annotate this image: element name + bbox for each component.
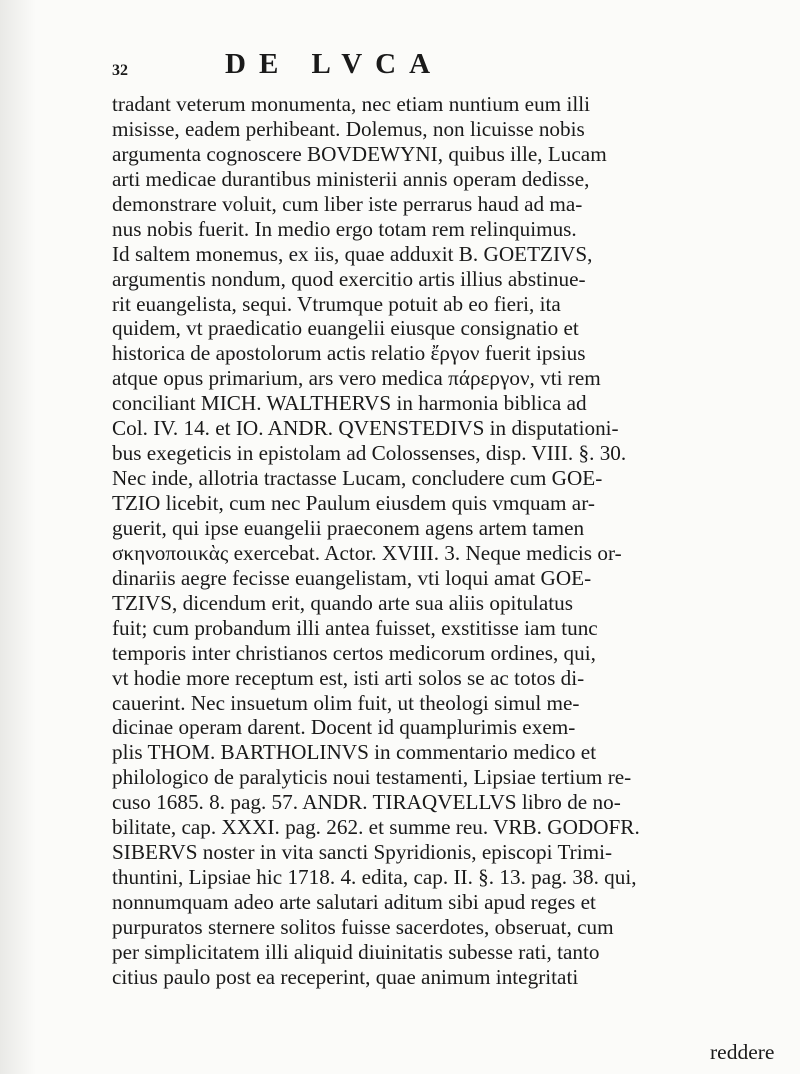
page-fold-shadow — [0, 0, 36, 1074]
text-line: tradant veterum monumenta, nec etiam nuntium eum illi — [112, 92, 591, 116]
text-line: temporis inter christianos certos medicorum ordines, qui, — [112, 640, 596, 665]
text-line: per simplicitatem illi aliquid diuinitatis subesse rati, tanto — [112, 939, 600, 964]
text-line: philologico de paralyticis noui testamenti, Lipsiae tertium re- — [112, 765, 632, 790]
text-line: Col. IV. 14. et IO. ANDR. QVENSTEDIVS in disputationi- — [112, 416, 619, 441]
text-line: plis THOM. BARTHOLINVS in commentario medico et — [112, 740, 597, 765]
running-head: DE LVCA — [225, 48, 444, 80]
text-line: bus exegeticis in epistolam ad Colossenses, disp. VIII. §. 30. — [112, 441, 627, 466]
text-line: TZIVS, dicendum erit, quando arte sua aliis opitulatus — [112, 590, 573, 615]
text-line: TZIO licebit, cum nec Paulum eiusdem quis vmquam ar- — [112, 491, 595, 515]
text-line: bilitate, cap. XXXI. pag. 262. et summe reu. VRB. GODOFR. — [112, 815, 640, 840]
text-line: citius paulo post ea receperint, quae animum integritati — [112, 964, 579, 989]
text-line: purpuratos sternere solitos fuisse sacerdotes, obseruat, cum — [112, 914, 614, 939]
body-text — [112, 92, 800, 990]
text-line: cuso 1685. 8. pag. 57. ANDR. TIRAQVELLVS libro de no- — [112, 790, 621, 815]
text-line: nus nobis fuerit. In medio ergo totam rem relinquimus. — [112, 216, 577, 241]
text-line: vt hodie more receptum est, isti arti solos se ac totos di- — [112, 665, 585, 690]
text-line: argumentis nondum, quod exercitio artis illius abstinue- — [112, 266, 586, 291]
page-number: 32 — [112, 62, 128, 79]
text-line: nonnumquam adeo arte salutari aditum sibi apud reges et — [112, 890, 596, 914]
text-line: Nec inde, allotria tractasse Lucam, concludere cum GOE- — [112, 466, 603, 491]
text-line: σκηνοποιικὰς exercebat. Actor. XVIII. 3. Neque medicis or- — [112, 540, 622, 565]
text-line: misisse, eadem perhibeant. Dolemus, non licuisse nobis — [112, 116, 585, 141]
text-line: conciliant MICH. WALTHERVS in harmonia biblica ad — [112, 391, 587, 416]
text-line: cauerint. Nec insuetum olim fuit, ut theologi simul me- — [112, 690, 580, 715]
text-line: Id saltem monemus, ex iis, quae adduxit B. GOETZIVS, — [112, 241, 593, 266]
text-line: arti medicae durantibus ministerii annis operam dedisse, — [112, 166, 590, 191]
text-line: atque opus primarium, ars vero medica πάρεργον, vti rem — [112, 366, 601, 391]
text-line: SIBERVS noster in vita sancti Spyridionis, episcopi Trimi- — [112, 840, 613, 865]
text-line: fuit; cum probandum illi antea fuisset, exstitisse iam tunc — [112, 615, 598, 640]
catchword: reddere — [710, 1040, 775, 1064]
text-line: dicinae operam darent. Docent id quamplurimis exem- — [112, 715, 576, 740]
text-line: quidem, vt praedicatio euangelii eiusque consignatio et — [112, 316, 579, 341]
text-line: historica de apostolorum actis relatio ἔργον fuerit ipsius — [112, 341, 586, 366]
text-line: thuntini, Lipsiae hic 1718. 4. edita, cap. II. §. 13. pag. 38. qui, — [112, 865, 637, 890]
text-line: dinariis aegre fecisse euangelistam, vti loqui amat GOE- — [112, 565, 592, 590]
text-line: demonstrare voluit, cum liber iste perrarus haud ad ma- — [112, 191, 583, 216]
text-line: guerit, qui ipse euangelii praeconem agens artem tamen — [112, 515, 585, 540]
text-line: rit euangelista, sequi. Vtrumque potuit ab eo fieri, ita — [112, 291, 561, 316]
text-line: argumenta cognoscere BOVDEWYNI, quibus ille, Lucam — [112, 141, 607, 166]
